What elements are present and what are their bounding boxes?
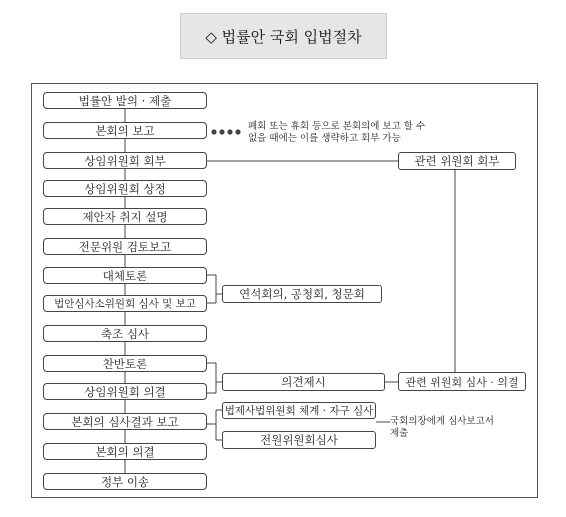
report-note — [248, 121, 425, 145]
related-committee-referral: 관련 위원회 회부 — [398, 152, 516, 170]
step-plenary-review-report: 본회의 심사결과 보고 — [43, 413, 207, 430]
step-clause-review: 축조 심사 — [43, 325, 207, 342]
step-government-transfer: 정부 이송 — [43, 473, 207, 490]
related-committee-review: 관련 위원회 심사 · 의결 — [398, 372, 526, 391]
report-note-line2: 없을 때에는 이를 생략하고 회부 가능 — [248, 133, 401, 144]
opinion-box: 의견제시 — [222, 373, 385, 391]
step-general-debate: 대체토론 — [43, 267, 207, 284]
step-committee-referral: 상임위원회 회부 — [43, 152, 207, 169]
step-expert-review: 전문위원 검토보고 — [43, 238, 207, 255]
page-title: ◇ 법률안 국회 입법절차 — [180, 13, 387, 59]
dot-leader — [211, 129, 240, 134]
legislation-judiciary-review: 법제사법위원회 체계 · 자구 심사 — [222, 402, 376, 419]
step-plenary-vote: 본회의 의결 — [43, 443, 207, 460]
step-plenary-report: 본회의 보고 — [43, 122, 207, 139]
step-bill-submission: 법률안 발의 · 제출 — [43, 92, 207, 109]
speaker-note-line1: 국회의장에게 심사보고서 — [390, 416, 494, 427]
step-committee-vote: 상임위원회 의결 — [43, 383, 207, 400]
speaker-note-line2: 제출 — [390, 428, 409, 439]
speaker-note — [390, 416, 494, 440]
report-note-line1: 폐회 또는 휴회 등으로 본회의에 보고 할 수 — [248, 121, 426, 132]
step-committee-agenda: 상임위원회 상정 — [43, 180, 207, 197]
hearings-box: 연석회의, 공청회, 청문회 — [222, 285, 382, 303]
whole-committee-review: 전원위원회심사 — [222, 431, 376, 449]
step-pro-con-debate: 찬반토론 — [43, 355, 207, 372]
step-proposer-explanation: 제안자 취지 설명 — [43, 208, 207, 225]
step-subcommittee-review: 법안심사소위원회 심사 및 보고 — [43, 295, 207, 312]
